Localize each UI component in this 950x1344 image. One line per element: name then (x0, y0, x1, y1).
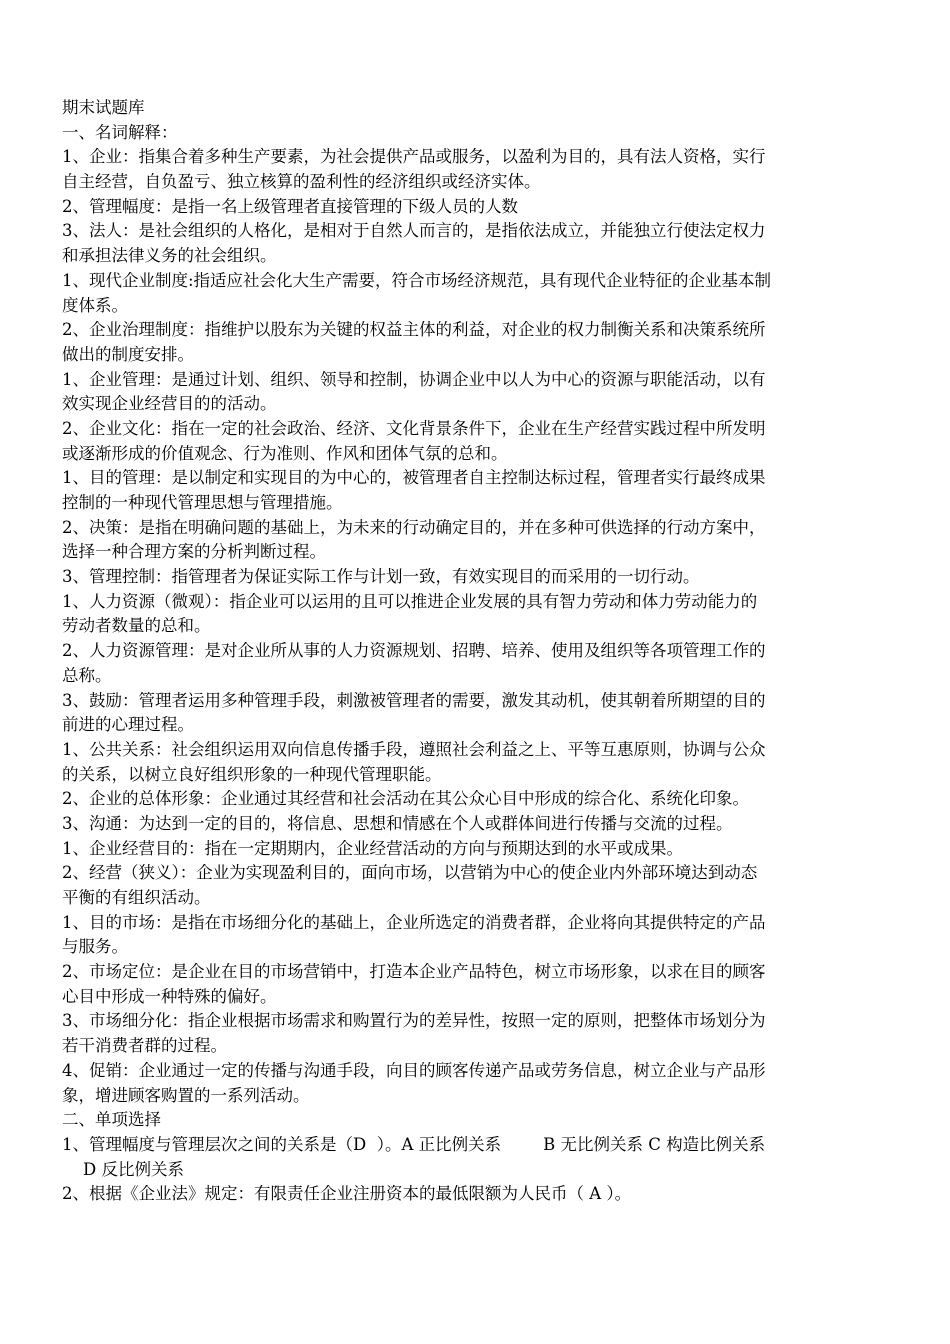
text-line: 3、管理控制：指管理者为保证实际工作与计划一致，有效实现目的而采用的一切行动。 (62, 567, 700, 587)
text-line: 3、市场细分化：指企业根据市场需求和购置行为的差异性，按照一定的原则，把整体市场划分为 (62, 1011, 766, 1031)
text-line: 1、企业管理：是通过计划、组织、领导和控制，协调企业中以人为中心的资源与职能活动，以有 (62, 369, 766, 389)
text-line: 1、公共关系：社会组织运用双向信息传播手段，遵照社会利益之上、平等互惠原则，协调与公众 (62, 739, 766, 759)
section-heading-terms: 一、名词解释： (62, 122, 178, 142)
text-line: 2、决策：是指在明确问题的基础上，为未来的行动确定目的，并在多种可供选择的行动方案中， (62, 517, 766, 537)
text-line: 心目中形成一种特殊的偏好。 (62, 986, 277, 1006)
text-line: 平衡的有组织活动。 (62, 888, 211, 907)
text-line: 1、人力资源（微观）：指企业可以运用的且可以推进企业发展的具有智力劳动和体力劳动能力的 (62, 591, 758, 611)
text-line: 3、鼓励：管理者运用多种管理手段，刺激被管理者的需要，激发其动机，使其朝着所期望的目的 (62, 690, 766, 710)
text-line: 效实现企业经营目的的活动。 (62, 394, 277, 414)
text-line: 2、企业的总体形象：企业通过其经营和社会活动在其公众心目中形成的综合化、系统化印象。 (62, 789, 749, 809)
text-line: 1、企业：指集合着多种生产要素，为社会提供产品或服务，以盈利为目的，具有法人资格，实行 (62, 147, 766, 167)
question-2-line-1: 2、根据《企业法》规定：有限责任企业注册资本的最低限额为人民币（ A ）。 (62, 1184, 632, 1204)
question-1-line-1: 1、管理幅度与管理层次之间的关系是（D ）。A 正比例关系 B 无比例关系 C 构造比例关系 (62, 1134, 766, 1154)
text-line: 1、企业经营目的：指在一定期期内，企业经营活动的方向与预期达到的水平或成果。 (62, 838, 683, 858)
text-line: 1、目的市场：是指在市场细分化的基础上，企业所选定的消费者群，企业将向其提供特定的产品 (62, 912, 766, 932)
document-title: 期末试题库 (62, 98, 145, 117)
text-line: 4、促销：企业通过一定的传播与沟通手段，向目的顾客传递产品或劳务信息，树立企业与产品形 (62, 1060, 766, 1080)
text-line: 与服务。 (62, 937, 128, 957)
text-line: 选择一种合理方案的分析判断过程。 (62, 542, 326, 562)
text-line: 若干消费者群的过程。 (62, 1036, 227, 1056)
text-line: 3、沟通：为达到一定的目的，将信息、思想和情感在个人或群体间进行传播与交流的过程。 (62, 813, 733, 833)
text-line: 或逐渐形成的价值观念、行为准则、作风和团体气氛的总和。 (62, 443, 508, 463)
text-line: 和承担法律义务的社会组织。 (62, 246, 277, 266)
text-line: 自主经营，自负盈亏、独立核算的盈利性的经济组织或经济实体。 (62, 172, 541, 192)
text-line: 劳动者数量的总和。 (62, 616, 211, 636)
text-line: 控制的一种现代管理思想与管理措施。 (62, 493, 343, 512)
text-line: 3、法人：是社会组织的人格化，是相对于自然人而言的，是指依法成立，并能独立行使法定权力 (62, 221, 766, 241)
document-page (62, 96, 892, 1207)
text-line: 1、目的管理：是以制定和实现目的为中心的，被管理者自主控制达标过程，管理者实行最终成果 (62, 468, 766, 488)
text-line: 2、企业文化：指在一定的社会政治、经济、文化背景条件下，企业在生产经营实践过程中所发明 (62, 418, 766, 438)
section-heading-single-choice: 二、单项选择 (62, 1110, 161, 1130)
text-line: 度体系。 (62, 295, 128, 315)
text-line: 的关系，以树立良好组织形象的一种现代管理职能。 (62, 764, 442, 784)
text-line: 2、经营（狭义）：企业为实现盈利目的，面向市场，以营销为中心的使企业内外部环境达到动态 (62, 863, 758, 883)
text-line: 2、市场定位：是企业在目的市场营销中，打造本企业产品特色，树立市场形象，以求在目的顾客 (62, 962, 766, 982)
text-line: 2、人力资源管理：是对企业所从事的人力资源规划、招聘、培养、使用及组织等各项管理工作的 (62, 641, 766, 661)
text-line: 2、管理幅度：是指一名上级管理者直接管理的下级人员的人数 (62, 196, 518, 216)
text-line: 前进的心理过程。 (62, 715, 194, 735)
question-1-line-2: D 反比例关系 (62, 1159, 184, 1179)
text-line: 2、企业治理制度：指维护以股东为关键的权益主体的利益，对企业的权力制衡关系和决策系统所 (62, 320, 766, 340)
text-line: 总称。 (62, 665, 112, 685)
text-line: 象，增进顾客购置的一系列活动。 (62, 1085, 310, 1105)
text-line: 做出的制度安排。 (62, 344, 194, 364)
text-line: 1、现代企业制度:指适应社会化大生产需要，符合市场经济规范，具有现代企业特征的企业基本制 (62, 270, 772, 290)
